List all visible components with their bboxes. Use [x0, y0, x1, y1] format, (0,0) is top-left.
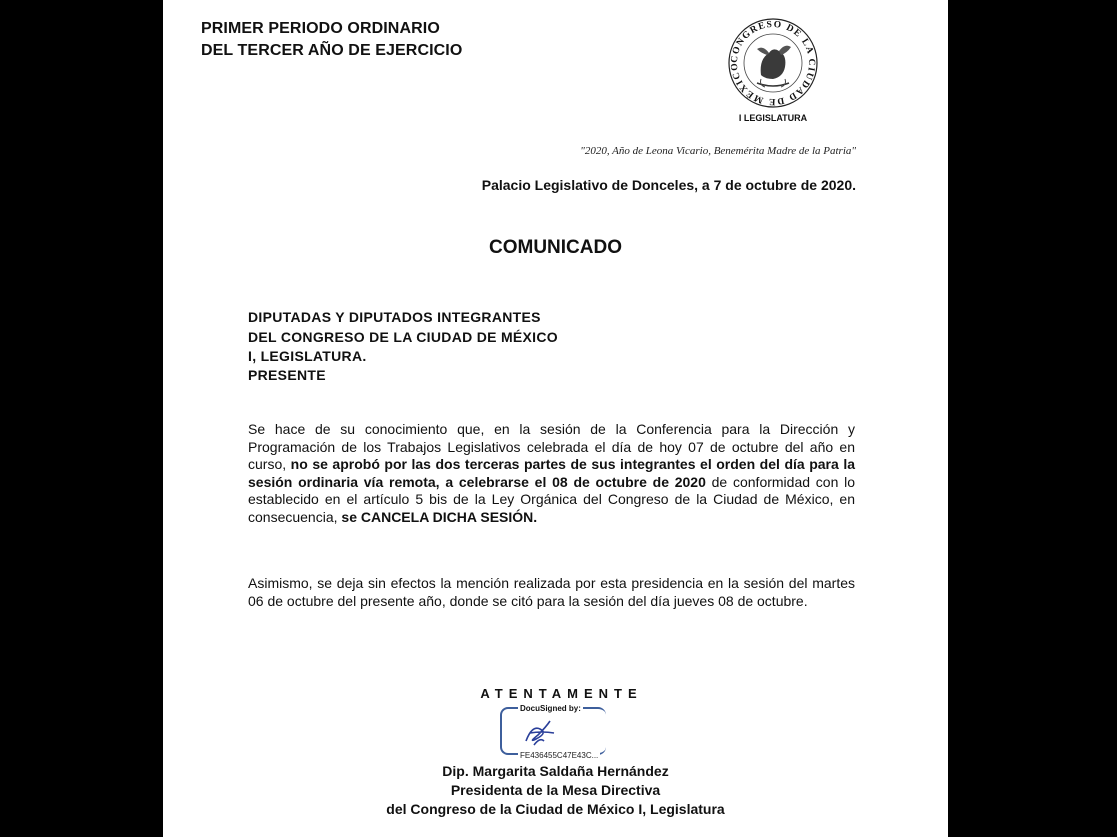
closing-salutation: ATENTAMENTE [480, 686, 643, 701]
addressee-line-1: DIPUTADAS Y DIPUTADOS INTEGRANTES [248, 309, 541, 325]
seal-caption: I LEGISLATURA [738, 113, 808, 123]
body-paragraph-2: Asimismo, se deja sin efectos la mención realizada por esta presidencia en la sesión del martes 06 de octubre del presente año, donde se citó para la sesión del día jueves 08 de octubre. [248, 575, 855, 609]
signer-name: Dip. Margarita Saldaña Hernández [442, 763, 669, 779]
signature-scribble-icon [520, 715, 560, 749]
congress-seal-icon [723, 15, 823, 111]
header-line-1: PRIMER PERIODO ORDINARIO [201, 20, 440, 37]
year-motto: "2020, Año de Leona Vicario, Benemérita Madre de la Patria" [580, 145, 856, 157]
document-page [163, 0, 948, 837]
docusign-envelope-id: FE436455C47E43C... [520, 751, 599, 760]
addressee-line-4: PRESENTE [248, 367, 326, 383]
addressee-line-3: I, LEGISLATURA. [248, 348, 367, 364]
p1-bold-a: no se aprobó por las dos terceras partes de sus integrantes el orden del día para la sesión ordinaria vía remota, a celebrarse el 08 de octubre de 2020 [248, 456, 855, 490]
p1-text-a: Se hace de su conocimiento que, en la sesión de la Conferencia para la Dirección y Programación de los Trabajos Legislativos celebrada el día de hoy 07 de octubre del año en curso, [248, 421, 855, 472]
p1-text-b: de conformidad con lo establecido en el artículo 5 bis de la Ley Orgánica del Congreso de la Ciudad de México, en consecuencia, [248, 473, 856, 525]
header-line-2: DEL TERCER AÑO DE EJERCICIO [201, 42, 463, 59]
body-paragraph-1 [248, 421, 855, 526]
document-title: COMUNICADO [489, 237, 622, 258]
seal-ring-text: CONGRESO DE LA CIUDAD DE MÉXICO [729, 19, 817, 107]
signer-role: Presidenta de la Mesa Directiva [450, 782, 661, 798]
place-and-date: Palacio Legislativo de Donceles, a 7 de octubre de 2020. [481, 177, 856, 193]
addressee-line-2: DEL CONGRESO DE LA CIUDAD DE MÉXICO [248, 329, 558, 345]
docusign-signature-block [500, 704, 620, 762]
docusign-label: DocuSigned by: [520, 704, 581, 713]
p1-bold-b: se CANCELA DICHA SESIÓN. [341, 508, 538, 525]
congress-seal [723, 15, 823, 127]
signer-organization: del Congreso de la Ciudad de México I, Legislatura [386, 801, 725, 817]
